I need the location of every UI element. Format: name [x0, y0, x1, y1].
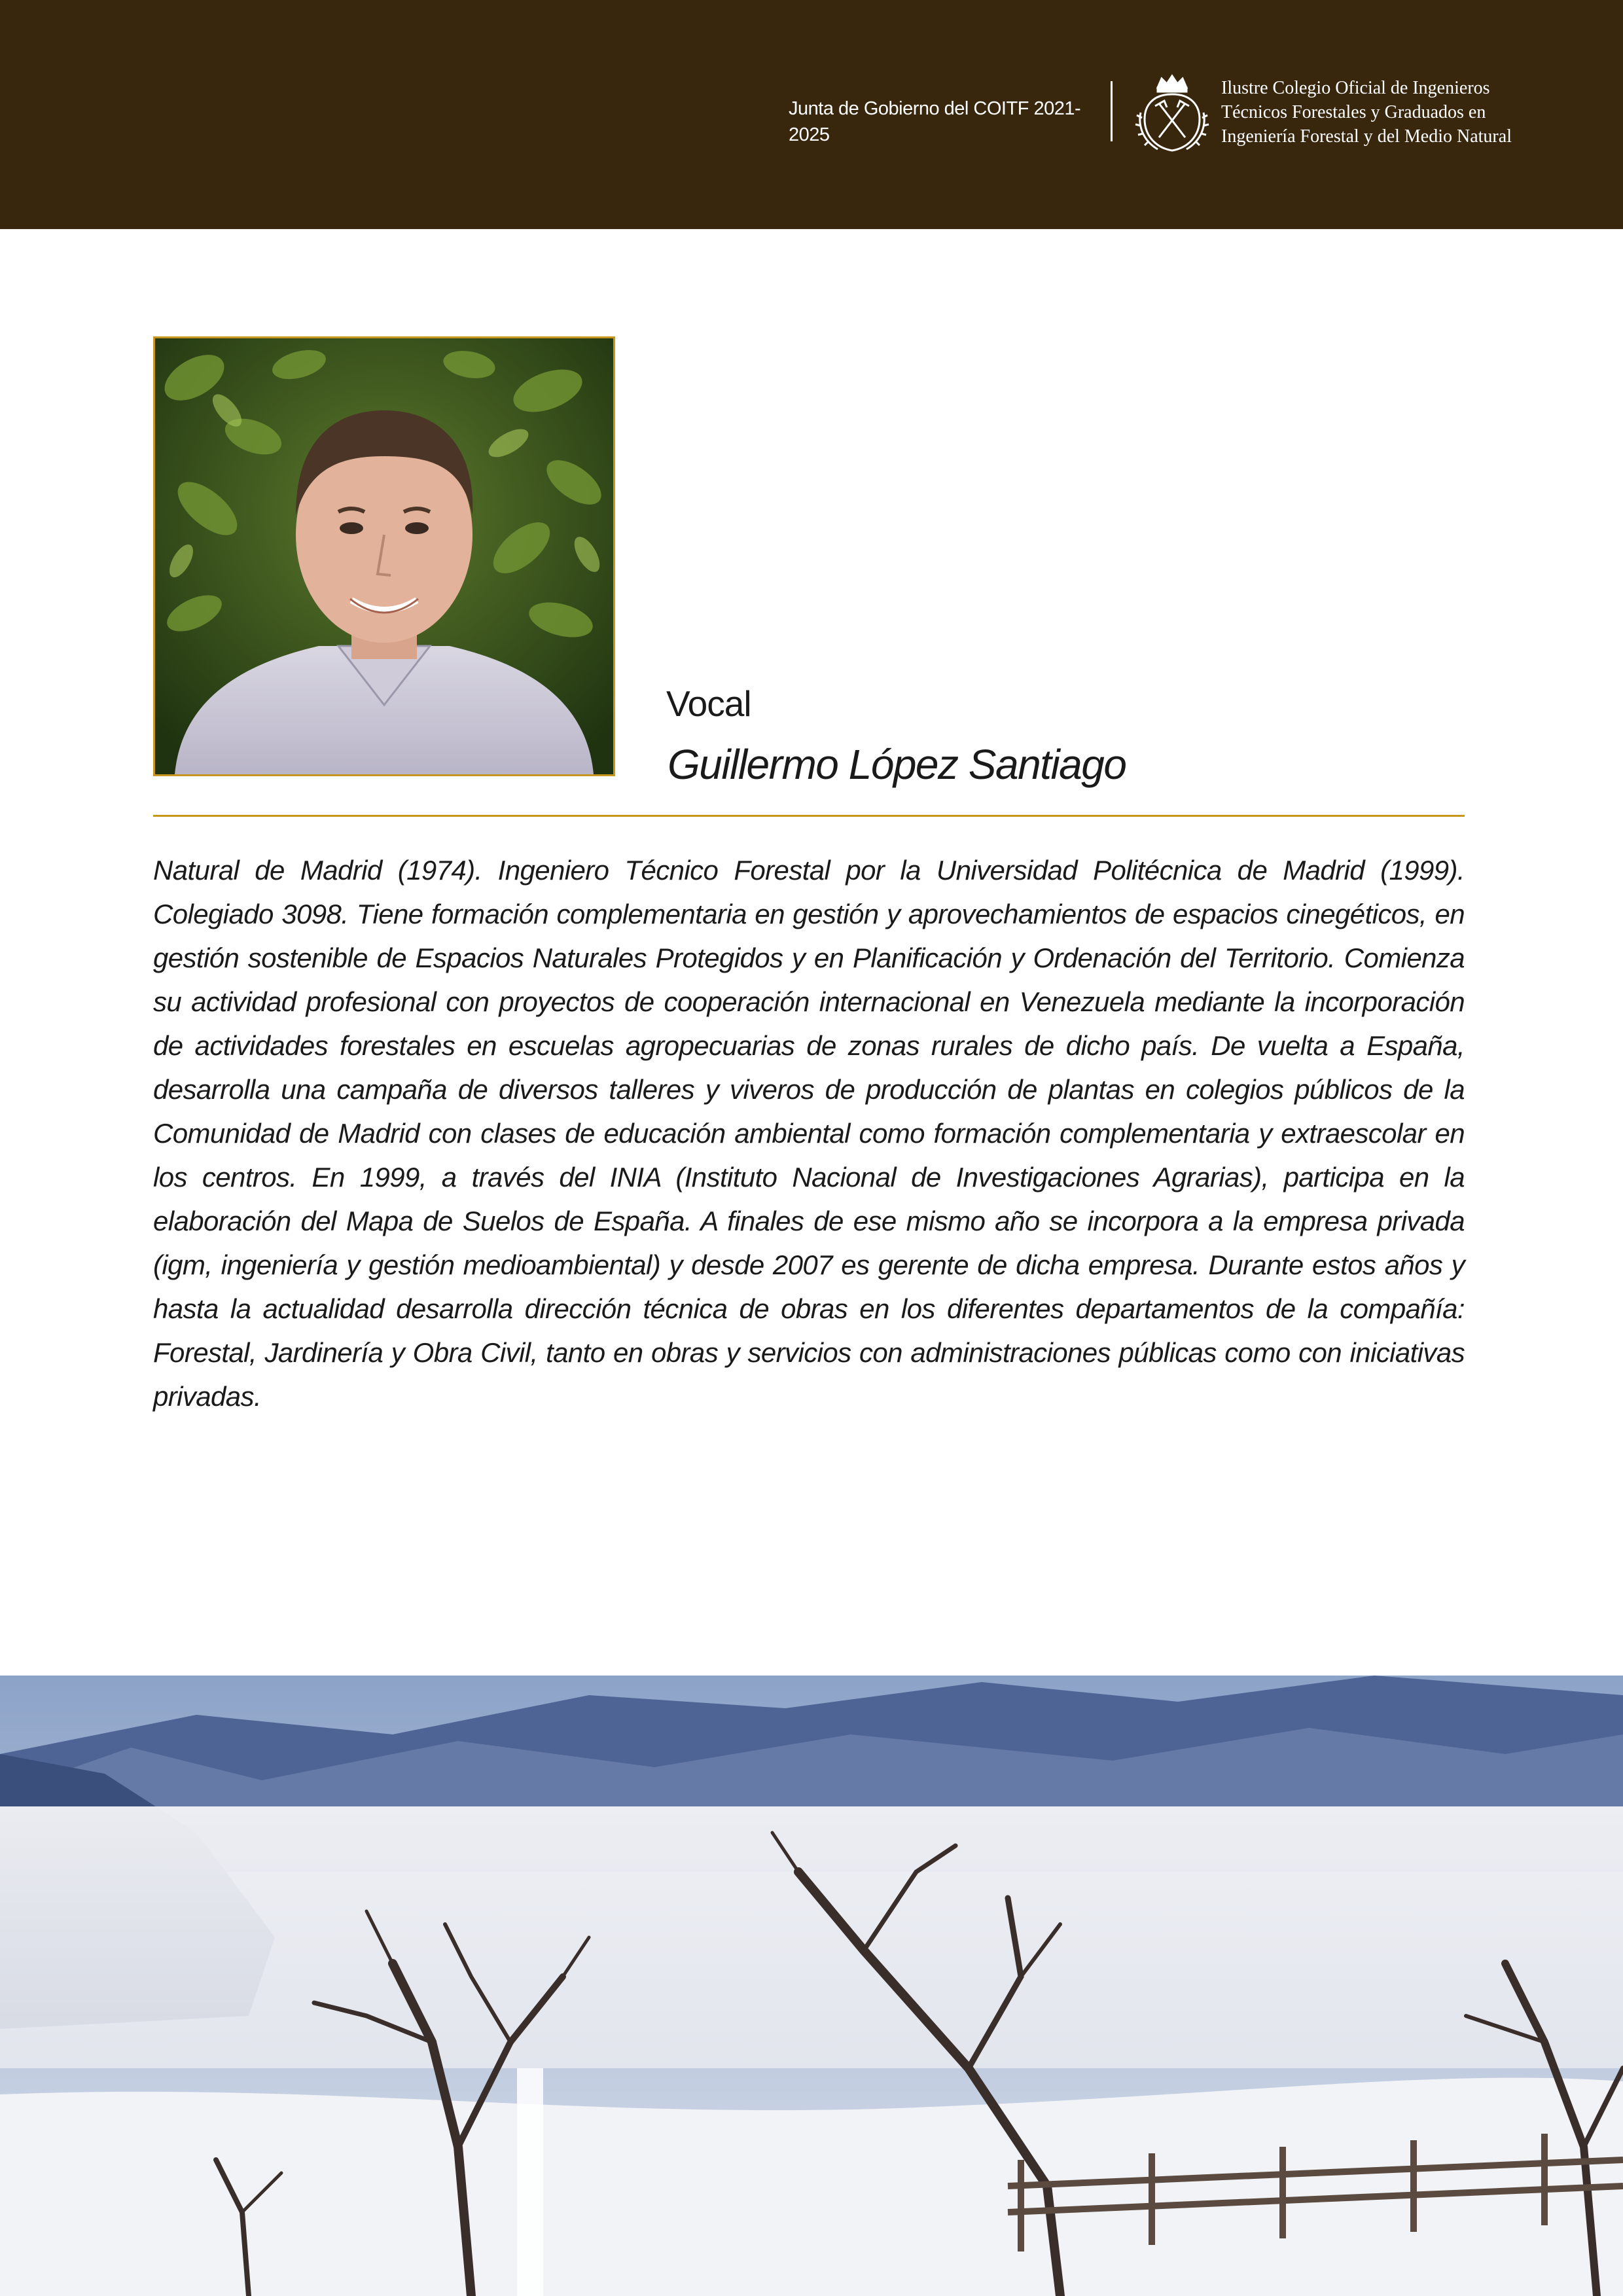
person-name: Guillermo López Santiago [668, 741, 1126, 788]
biography-text: Natural de Madrid (1974). Ingeniero Técnico Forestal por la Universidad Politécnica de Madrid (1999). Colegiado 3098. Tiene formación complementaria en gestión y aprovechamientos de espacios cinegéticos, en gestión sostenible de Espacios Naturales Protegidos y en Planificación y Ordenación del Territorio. Comienza su actividad profesional con proyectos de cooperación internacional en Venezuela mediante la incorporación de actividades forestales en escuelas agropecuarias de zonas rurales de dicho país. De vuelta a España, desarrolla una campaña de diversos talleres y viveros de producción de plantas en colegios públicos de la Comunidad de Madrid con clases de educación ambiental como formación complementaria y extraescolar en los centros. En 1999, a través del INIA (Instituto Nacional de Investigaciones Agrarias), participa en la elaboración del Mapa de Suelos de España. A finales de ese mismo año se incorpora a la empresa privada (igm, ingeniería y gestión medioambiental) y desde 2007 es gerente de dicha empresa. Durante estos años y hasta la actualidad desarrolla dirección técnica de obras en los diferentes departamentos de la compañía: Forestal, Jardinería y Obra Civil, tanto en obras y servicios con administraciones públicas como con iniciativas privadas. [153, 855, 1465, 1412]
landscape-illustration [0, 1676, 1623, 2296]
snowy-landscape-photo [0, 1676, 1623, 2296]
org-line-2: Técnicos Forestales y Graduados en [1221, 102, 1486, 122]
org-line-3: Ingeniería Forestal y del Medio Natural [1221, 126, 1512, 147]
organization-name [1221, 76, 1561, 149]
org-line-1: Ilustre Colegio Oficial de Ingenieros [1221, 78, 1490, 98]
header-bar [0, 0, 1623, 229]
role-title: Vocal [666, 683, 751, 724]
section-divider [153, 815, 1465, 817]
coat-of-arms-crest-icon [1133, 72, 1211, 154]
portrait-photo [153, 336, 615, 776]
header-divider [1111, 81, 1113, 141]
portrait-illustration [155, 338, 613, 774]
board-title: Junta de Gobierno del COITF 2021-2025 [789, 98, 1081, 145]
